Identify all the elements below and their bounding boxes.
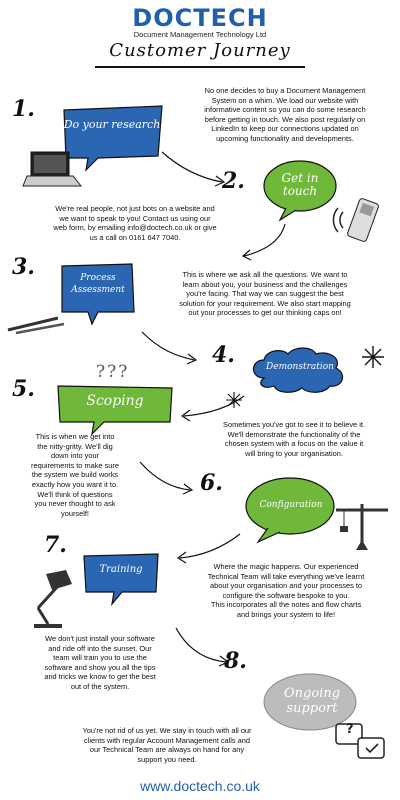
step-3-bubble-label: Process Assessment (71, 273, 125, 295)
step-1-text: No one decides to buy a Document Management System on a whim. We load our website with informative content so you can do some research before getting in touch. We also post regularly on LinkedIn to keep our connections updated on upcoming functionality and developments. (204, 86, 366, 143)
chat-bubbles-icon (334, 722, 390, 766)
step-6-number: 6. (200, 470, 223, 496)
step-7-number: 7. (44, 532, 67, 558)
step-2-bubble-label: Get in touch (281, 171, 319, 198)
step-2-number: 2. (222, 168, 245, 194)
step-7-text: We don't just install your software and ride off into the sunset. Our team will train you to use the software and show you all the tips and tricks we know to get the best out of the system. (44, 634, 156, 691)
step-1-number: 1. (12, 96, 35, 122)
page-title: Customer Journey (109, 40, 291, 61)
step-5-number: 5. (12, 376, 35, 402)
lamp-icon (20, 568, 80, 630)
step-7-bubble (82, 552, 162, 612)
arrow-4-icon (178, 394, 248, 424)
step-5-text: This is when we get into the nitty-gritty. We'll dig down into your requirements to make sure the system we build works exactly how you want it to. We'll think of questions you never thought to ask yourself! (31, 432, 119, 518)
step-8-bubble-label: Ongoing support (283, 686, 341, 716)
step-7-bubble-label: Training (99, 564, 143, 575)
question-mark-icon: ? (346, 722, 354, 737)
footer-url-link[interactable]: www.doctech.co.uk (140, 778, 260, 794)
step-3-text: This is where we ask all the questions. We want to learn about you, your business and the challenges you're facing. That way we can suggest the best solution for your requirement. We also start mapping out your processes to get our thinking caps on! (179, 270, 351, 318)
step-3-number: 3. (12, 254, 35, 280)
arrow-1-icon (160, 148, 230, 188)
step-5-bubble-label: Scoping (86, 393, 144, 409)
step-6-bubble (244, 476, 338, 546)
step-4-text: Sometimes you've got to see it to believe it. We'll demonstrate the functionality of the chosen system with a focus on the value it will bring to your organisation. (223, 420, 365, 458)
brand-name: DOCTECH (132, 4, 268, 32)
step-5-bubble (56, 384, 176, 434)
brand-tagline: Document Management Technology Ltd (133, 30, 267, 39)
crane-icon (334, 500, 390, 552)
step-4-bubble-label: Demonstration (266, 362, 334, 372)
step-8-number: 8. (224, 648, 247, 674)
step-6-text: Where the magic happens. Our experienced Technical Team will take everything we've learnt about your organisation and your processes to configure the software bespoke to you. This incorporates all the notes and flow charts and brings your system to life! (207, 562, 365, 619)
pens-icon (6, 312, 66, 334)
arrow-6-icon (174, 532, 244, 566)
step-8-text: You're not rid of us yet. We stay in touch with all our clients with regular Account Management calls and our Technical Team are always on hand for any support you need. (82, 726, 252, 764)
step-6-bubble-label: Configuration (259, 500, 323, 510)
arrow-7-icon (172, 626, 232, 670)
logo (0, 4, 400, 39)
step-2-text: We're real people, not just bots on a website and we want to speak to you! Contact us using our web form, by emailing info@doctech.co.uk or give us a call on 0161 647 7040. (53, 204, 217, 242)
sparkle-icon (362, 346, 384, 368)
arrow-2-icon (240, 222, 290, 262)
phone-icon (335, 192, 390, 247)
arrow-5-icon (138, 460, 198, 500)
arrow-3-icon (140, 330, 200, 366)
step-4-bubble (250, 348, 350, 398)
step-4-number: 4. (212, 342, 235, 368)
question-marks: ??? (96, 362, 130, 382)
title-underline (95, 66, 305, 68)
step-1-bubble-label: Do your research (63, 118, 161, 131)
laptop-icon (25, 150, 85, 190)
